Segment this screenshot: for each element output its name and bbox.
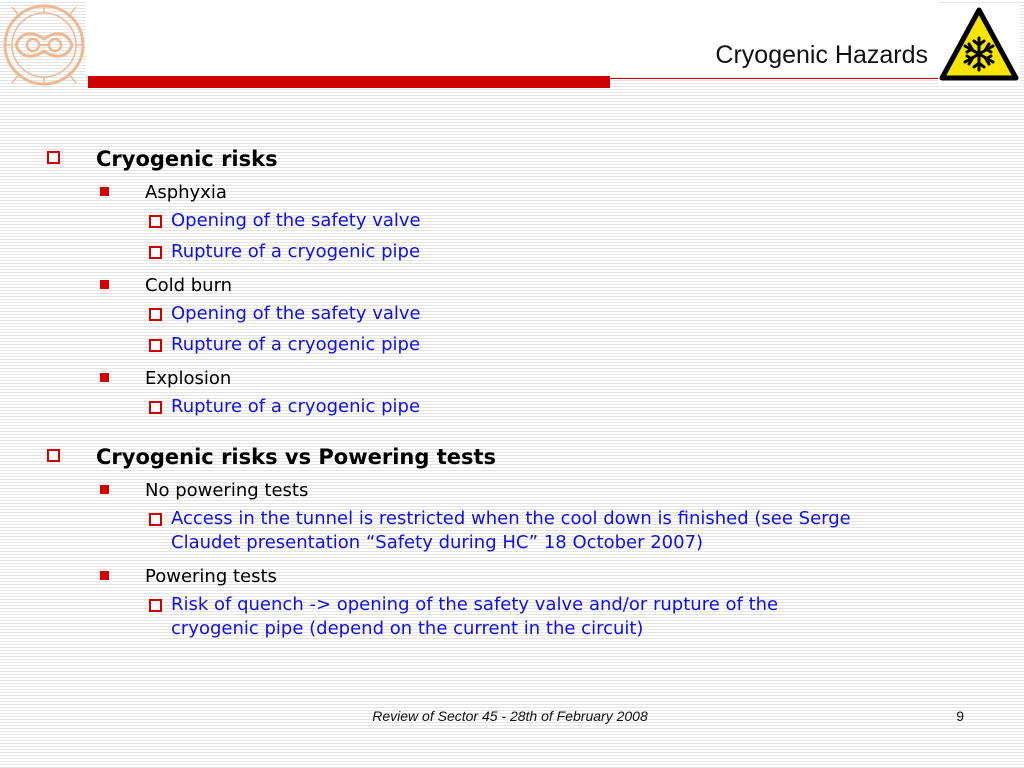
header-accent-bar (88, 76, 610, 88)
hollow-square-bullet-icon (149, 339, 162, 352)
lhc-logo-icon (2, 3, 86, 87)
list-item: Cold burn (0, 271, 1000, 302)
section-heading: Cryogenic risks vs Powering tests (0, 442, 1000, 476)
hollow-square-bullet-icon (149, 246, 162, 259)
filled-square-bullet-icon (100, 280, 109, 289)
list-item: Asphyxia (0, 178, 1000, 209)
hollow-square-bullet-icon (149, 401, 162, 414)
sub-list-item: Risk of quench -> opening of the safety valve and/or rupture of the cryogenic pipe (depend on the current in the circuit) (0, 593, 1000, 641)
list-item: No powering tests (0, 476, 1000, 507)
sub-list-item: Opening of the safety valve (0, 209, 1000, 233)
filled-square-bullet-icon (100, 485, 109, 494)
hollow-square-bullet-icon (149, 513, 162, 526)
hollow-square-bullet-icon (149, 599, 162, 612)
footer-text: Review of Sector 45 - 28th of February 2008 (372, 708, 648, 724)
page-number: 9 (956, 708, 964, 724)
filled-square-bullet-icon (100, 571, 109, 580)
section-spacer (0, 426, 1000, 442)
list-item: Explosion (0, 364, 1000, 395)
sub-list-item: Opening of the safety valve (0, 302, 1000, 326)
hollow-square-bullet-icon (47, 449, 60, 462)
slide-title: Cryogenic Hazards (715, 41, 928, 69)
slide-content (0, 144, 1000, 648)
sub-list-item: Access in the tunnel is restricted when the cool down is finished (see Serge Claudet presentation “Safety during HC” 18 October 2007) (0, 507, 1000, 555)
hollow-square-bullet-icon (149, 215, 162, 228)
filled-square-bullet-icon (100, 373, 109, 382)
hollow-square-bullet-icon (149, 308, 162, 321)
header-divider-line (610, 78, 938, 79)
sub-list-item: Rupture of a cryogenic pipe (0, 240, 1000, 264)
hollow-square-bullet-icon (47, 151, 60, 164)
sub-list-item: Rupture of a cryogenic pipe (0, 333, 1000, 357)
sub-list-item: Rupture of a cryogenic pipe (0, 395, 1000, 419)
cold-hazard-warning-icon (938, 4, 1020, 86)
list-item: Powering tests (0, 562, 1000, 593)
section-heading: Cryogenic risks (0, 144, 1000, 178)
filled-square-bullet-icon (100, 187, 109, 196)
